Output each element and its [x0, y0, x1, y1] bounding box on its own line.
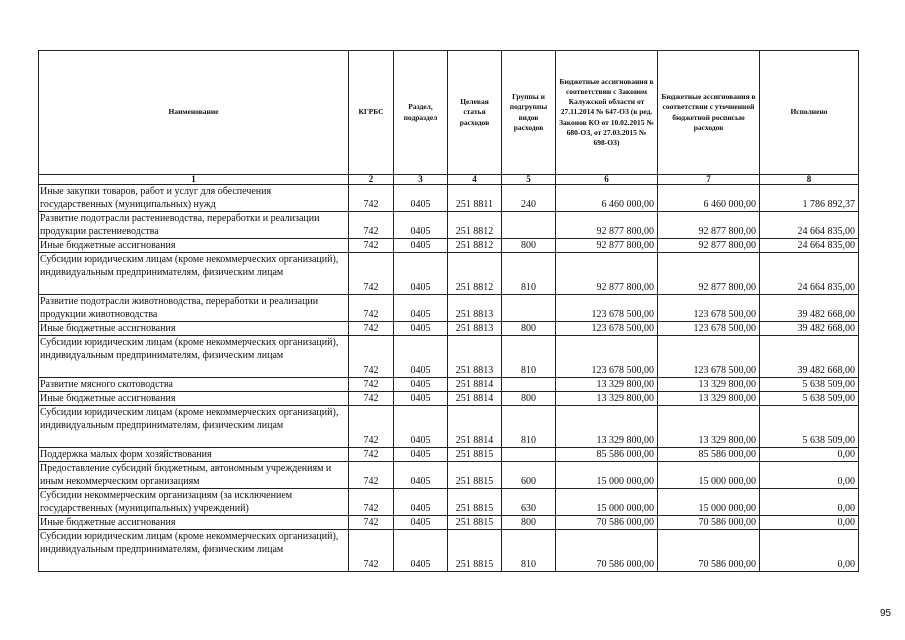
- cell-section: 0405: [394, 378, 448, 392]
- cell-executed: 0,00: [760, 489, 859, 516]
- cell-target-article: 251 8812: [448, 253, 502, 295]
- cell-roster-allocations: 123 678 500,00: [658, 322, 760, 336]
- cell-roster-allocations: 70 586 000,00: [658, 530, 760, 572]
- header-name: Наименование: [39, 51, 349, 175]
- cell-law-allocations: 123 678 500,00: [556, 322, 658, 336]
- cell-roster-allocations: 85 586 000,00: [658, 448, 760, 462]
- cell-name: Иные бюджетные ассигнования: [39, 322, 349, 336]
- cell-law-allocations: 70 586 000,00: [556, 516, 658, 530]
- cell-section: 0405: [394, 448, 448, 462]
- cell-executed: 0,00: [760, 516, 859, 530]
- cell-section: 0405: [394, 530, 448, 572]
- page-number: 95: [880, 608, 892, 619]
- header-roster-allocations: Бюджетные ассигнования в соответствии с уточненной бюджетной росписью расходов: [658, 51, 760, 175]
- table-row: [39, 448, 859, 462]
- cell-target-article: 251 8811: [448, 185, 502, 212]
- cell-roster-allocations: 123 678 500,00: [658, 336, 760, 378]
- cell-expense-group: 810: [502, 253, 556, 295]
- cell-law-allocations: 92 877 800,00: [556, 253, 658, 295]
- cell-target-article: 251 8814: [448, 378, 502, 392]
- header-row: [39, 51, 859, 175]
- cell-expense-group: 800: [502, 239, 556, 253]
- cell-law-allocations: 92 877 800,00: [556, 212, 658, 239]
- cell-kgrbs: 742: [349, 489, 394, 516]
- cell-expense-group: [502, 378, 556, 392]
- cell-expense-group: 810: [502, 336, 556, 378]
- cell-expense-group: 810: [502, 530, 556, 572]
- cell-name: Предоставление субсидий бюджетным, автономным учреждениям и иным некоммерческим организациям: [39, 462, 349, 489]
- header-section: Раздел, подраздел: [394, 51, 448, 175]
- table-row: [39, 462, 859, 489]
- cell-roster-allocations: 123 678 500,00: [658, 295, 760, 322]
- cell-law-allocations: 6 460 000,00: [556, 185, 658, 212]
- cell-roster-allocations: 13 329 800,00: [658, 392, 760, 406]
- cell-section: 0405: [394, 322, 448, 336]
- table-row: [39, 378, 859, 392]
- cell-name: Субсидии некоммерческим организациям (за исключением государственных (муниципальных) учреждений): [39, 489, 349, 516]
- cell-roster-allocations: 6 460 000,00: [658, 185, 760, 212]
- cell-executed: 5 638 509,00: [760, 392, 859, 406]
- table-row: [39, 336, 859, 378]
- cell-section: 0405: [394, 489, 448, 516]
- cell-target-article: 251 8814: [448, 392, 502, 406]
- table-row: [39, 516, 859, 530]
- column-number: 4: [448, 175, 502, 185]
- cell-law-allocations: 85 586 000,00: [556, 448, 658, 462]
- cell-law-allocations: 123 678 500,00: [556, 336, 658, 378]
- cell-section: 0405: [394, 336, 448, 378]
- column-number: 6: [556, 175, 658, 185]
- cell-target-article: 251 8813: [448, 322, 502, 336]
- cell-target-article: 251 8812: [448, 212, 502, 239]
- cell-law-allocations: 13 329 800,00: [556, 392, 658, 406]
- cell-expense-group: 800: [502, 322, 556, 336]
- cell-roster-allocations: 92 877 800,00: [658, 253, 760, 295]
- header-law-allocations: Бюджетные ассигнования в соответствии с Законом Калужской области от 27.11.2014 № 647-ОЗ (в ред. Законов КО от 10.02.2015 № 680-ОЗ, от 27.03.2015 № 698-ОЗ): [556, 51, 658, 175]
- cell-name: Иные бюджетные ассигнования: [39, 516, 349, 530]
- cell-expense-group: 800: [502, 516, 556, 530]
- cell-section: 0405: [394, 253, 448, 295]
- cell-law-allocations: 92 877 800,00: [556, 239, 658, 253]
- cell-executed: 1 786 892,37: [760, 185, 859, 212]
- cell-name: Субсидии юридическим лицам (кроме некоммерческих организаций), индивидуальным предпринимателям, физическим лицам: [39, 336, 349, 378]
- cell-expense-group: 600: [502, 462, 556, 489]
- column-number: 7: [658, 175, 760, 185]
- cell-target-article: 251 8813: [448, 336, 502, 378]
- cell-roster-allocations: 92 877 800,00: [658, 239, 760, 253]
- cell-executed: 5 638 509,00: [760, 406, 859, 448]
- cell-section: 0405: [394, 185, 448, 212]
- header-executed: Исполнено: [760, 51, 859, 175]
- cell-expense-group: 800: [502, 392, 556, 406]
- cell-name: Иные закупки товаров, работ и услуг для обеспечения государственных (муниципальных) нужд: [39, 185, 349, 212]
- cell-roster-allocations: 13 329 800,00: [658, 406, 760, 448]
- cell-target-article: 251 8815: [448, 516, 502, 530]
- cell-kgrbs: 742: [349, 295, 394, 322]
- cell-target-article: 251 8815: [448, 462, 502, 489]
- column-number: 2: [349, 175, 394, 185]
- cell-name: Развитие подотрасли животноводства, переработки и реализации продукции животноводства: [39, 295, 349, 322]
- table-row: [39, 406, 859, 448]
- cell-expense-group: 630: [502, 489, 556, 516]
- cell-section: 0405: [394, 462, 448, 489]
- table-row: [39, 392, 859, 406]
- cell-kgrbs: 742: [349, 212, 394, 239]
- cell-executed: 24 664 835,00: [760, 212, 859, 239]
- cell-expense-group: [502, 295, 556, 322]
- cell-executed: 0,00: [760, 530, 859, 572]
- cell-kgrbs: 742: [349, 516, 394, 530]
- cell-target-article: 251 8815: [448, 448, 502, 462]
- cell-kgrbs: 742: [349, 239, 394, 253]
- cell-roster-allocations: 70 586 000,00: [658, 516, 760, 530]
- cell-expense-group: 810: [502, 406, 556, 448]
- cell-kgrbs: 742: [349, 336, 394, 378]
- cell-roster-allocations: 15 000 000,00: [658, 489, 760, 516]
- cell-name: Поддержка малых форм хозяйствования: [39, 448, 349, 462]
- cell-expense-group: [502, 448, 556, 462]
- table-row: [39, 185, 859, 212]
- cell-target-article: 251 8812: [448, 239, 502, 253]
- cell-law-allocations: 13 329 800,00: [556, 406, 658, 448]
- budget-execution-table: [38, 50, 859, 572]
- cell-section: 0405: [394, 295, 448, 322]
- cell-name: Развитие мясного скотоводства: [39, 378, 349, 392]
- column-number: 1: [39, 175, 349, 185]
- cell-kgrbs: 742: [349, 378, 394, 392]
- cell-executed: 39 482 668,00: [760, 322, 859, 336]
- header-kgrbs: КГРБС: [349, 51, 394, 175]
- cell-kgrbs: 742: [349, 462, 394, 489]
- column-number: 5: [502, 175, 556, 185]
- cell-kgrbs: 742: [349, 530, 394, 572]
- cell-expense-group: [502, 212, 556, 239]
- cell-kgrbs: 742: [349, 392, 394, 406]
- cell-target-article: 251 8815: [448, 530, 502, 572]
- cell-target-article: 251 8815: [448, 489, 502, 516]
- cell-law-allocations: 15 000 000,00: [556, 489, 658, 516]
- cell-section: 0405: [394, 212, 448, 239]
- cell-law-allocations: 123 678 500,00: [556, 295, 658, 322]
- table-body: [39, 185, 859, 572]
- cell-executed: 24 664 835,00: [760, 239, 859, 253]
- column-number-row: [39, 175, 859, 185]
- cell-executed: 0,00: [760, 448, 859, 462]
- cell-kgrbs: 742: [349, 322, 394, 336]
- cell-kgrbs: 742: [349, 448, 394, 462]
- cell-executed: 0,00: [760, 462, 859, 489]
- cell-roster-allocations: 15 000 000,00: [658, 462, 760, 489]
- cell-target-article: 251 8813: [448, 295, 502, 322]
- cell-law-allocations: 70 586 000,00: [556, 530, 658, 572]
- cell-target-article: 251 8814: [448, 406, 502, 448]
- header-target-article: Целевая статья расходов: [448, 51, 502, 175]
- header-expense-group: Группы и подгруппы видов расходов: [502, 51, 556, 175]
- cell-section: 0405: [394, 516, 448, 530]
- cell-name: Субсидии юридическим лицам (кроме некоммерческих организаций), индивидуальным предпринимателям, физическим лицам: [39, 530, 349, 572]
- cell-executed: 39 482 668,00: [760, 295, 859, 322]
- cell-roster-allocations: 13 329 800,00: [658, 378, 760, 392]
- column-number: 3: [394, 175, 448, 185]
- cell-expense-group: 240: [502, 185, 556, 212]
- cell-law-allocations: 15 000 000,00: [556, 462, 658, 489]
- table-row: [39, 530, 859, 572]
- table-row: [39, 212, 859, 239]
- cell-kgrbs: 742: [349, 185, 394, 212]
- cell-executed: 5 638 509,00: [760, 378, 859, 392]
- cell-name: Иные бюджетные ассигнования: [39, 239, 349, 253]
- cell-name: Субсидии юридическим лицам (кроме некоммерческих организаций), индивидуальным предпринимателям, физическим лицам: [39, 406, 349, 448]
- cell-roster-allocations: 92 877 800,00: [658, 212, 760, 239]
- budget-table-container: [38, 50, 859, 572]
- cell-section: 0405: [394, 406, 448, 448]
- table-row: [39, 295, 859, 322]
- cell-kgrbs: 742: [349, 253, 394, 295]
- cell-section: 0405: [394, 392, 448, 406]
- table-row: [39, 489, 859, 516]
- cell-law-allocations: 13 329 800,00: [556, 378, 658, 392]
- cell-name: Развитие подотрасли растениеводства, переработки и реализации продукции растениеводства: [39, 212, 349, 239]
- cell-executed: 39 482 668,00: [760, 336, 859, 378]
- cell-name: Субсидии юридическим лицам (кроме некоммерческих организаций), индивидуальным предпринимателям, физическим лицам: [39, 253, 349, 295]
- column-number: 8: [760, 175, 859, 185]
- table-row: [39, 253, 859, 295]
- table-row: [39, 322, 859, 336]
- table-row: [39, 239, 859, 253]
- cell-executed: 24 664 835,00: [760, 253, 859, 295]
- cell-kgrbs: 742: [349, 406, 394, 448]
- cell-section: 0405: [394, 239, 448, 253]
- cell-name: Иные бюджетные ассигнования: [39, 392, 349, 406]
